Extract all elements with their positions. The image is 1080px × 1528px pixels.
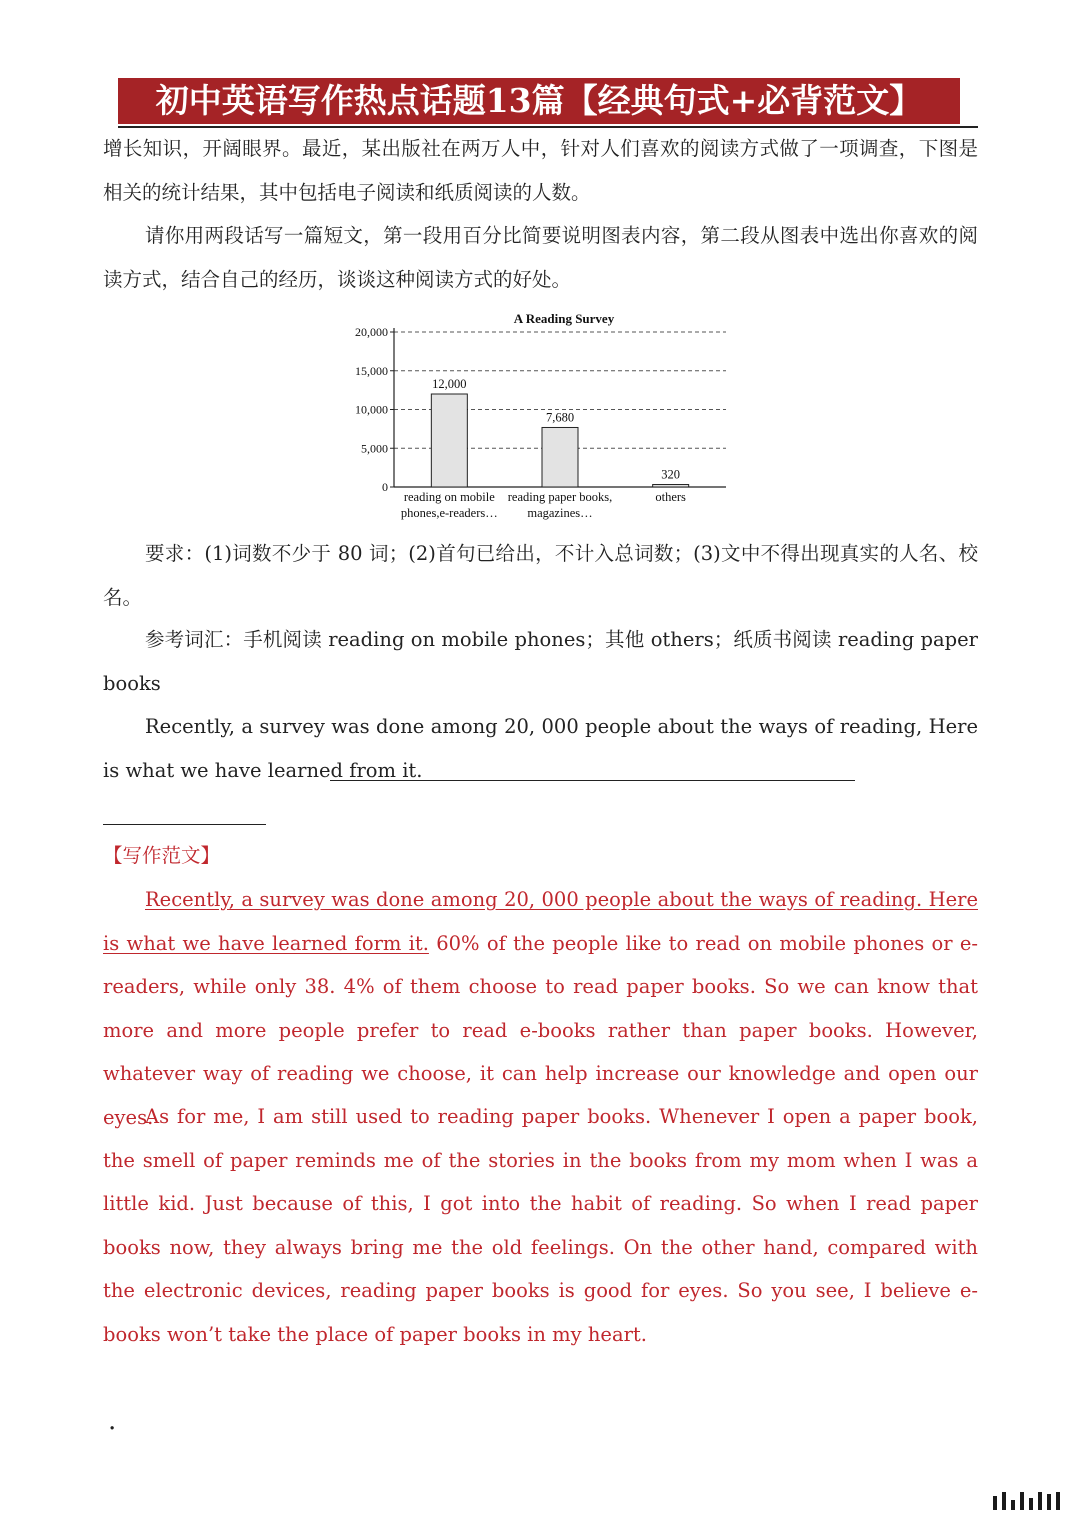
y-tick-label: 20,000 xyxy=(355,325,388,339)
corner-watermark-glyphs xyxy=(993,1492,1060,1510)
bar-value-label: 12,000 xyxy=(432,377,467,391)
task-requirements: 要求：(1)词数不少于 80 词；(2)首句已给出，不计入总词数；(3)文中不得出现真实的人名、校名。 xyxy=(103,542,978,609)
x-category-label: reading paper books, xyxy=(507,490,613,504)
model-essay-heading: 【写作范文】 xyxy=(103,844,221,867)
task-vocab: 参考词汇：手机阅读 reading on mobile phones；其他 others；纸质书阅读 reading paper books xyxy=(103,628,978,695)
model-essay-paragraph-2: As for me, I am still used to reading paper books. Whenever I open a paper book, the smell of paper reminds me of the stories in the books from my mom when I was a little kid. Just because of this, I got into the habit of reading. So when I read paper books now, they always bring me the old feelings. On the other hand, compared with the electronic devices, reading paper books is good for eyes. So you see, I believe e-books won’t take the place of paper books in my heart. xyxy=(103,1105,978,1346)
y-tick-label: 0 xyxy=(382,480,388,494)
x-category-label: others xyxy=(655,490,686,504)
bar-value-label: 320 xyxy=(661,467,681,482)
y-tick-label: 5,000 xyxy=(361,441,388,456)
page-title-banner: 初中英语写作热点话题13篇【经典句式+必背范文】 xyxy=(118,78,960,124)
bar xyxy=(431,394,467,487)
section-divider xyxy=(103,824,266,825)
chart-title: A Reading Survey xyxy=(513,311,615,326)
bar xyxy=(653,485,689,487)
y-tick-label: 10,000 xyxy=(355,402,388,417)
bar-value-label: 7,680 xyxy=(545,410,575,425)
answer-blank-line xyxy=(330,780,855,781)
stray-dot: . xyxy=(108,1406,117,1436)
x-category-label: magazines… xyxy=(527,506,593,520)
y-tick-label: 15,000 xyxy=(355,363,388,378)
task-intro: 增长知识，开阔眼界。最近，某出版社在两万人中，针对人们喜欢的阅读方式做了一项调查，下图是相关的统计结果，其中包括电子阅读和纸质阅读的人数。 xyxy=(103,137,978,204)
model-para1-rest: 60% of the people like to read on mobile phones or e-readers, while only 38. 4% of them choose to read paper books. So we can know that more and more people prefer to read e-books rather than paper books. However, whatever way of reading we choose, it can help increase our knowledge and open our eyes. xyxy=(103,931,978,1129)
starter-sentence: Recently, a survey was done among 20, 000 people about the ways of reading, Here is what we have learned from it. xyxy=(103,715,978,782)
model-first-sentence: Recently, a survey was done among 20, 000 people about the ways of reading. Here is what we have learned form it. xyxy=(103,888,978,955)
reading-survey-chart xyxy=(338,306,738,528)
task-instruction: 请你用两段话写一篇短文，第一段用百分比简要说明图表内容，第二段从图表中选出你喜欢的阅读方式，结合自己的经历，谈谈这种阅读方式的好处。 xyxy=(103,224,978,291)
bar xyxy=(542,427,578,487)
x-category-label: reading on mobile xyxy=(403,490,495,504)
x-category-label: phones,e-readers… xyxy=(400,506,498,520)
